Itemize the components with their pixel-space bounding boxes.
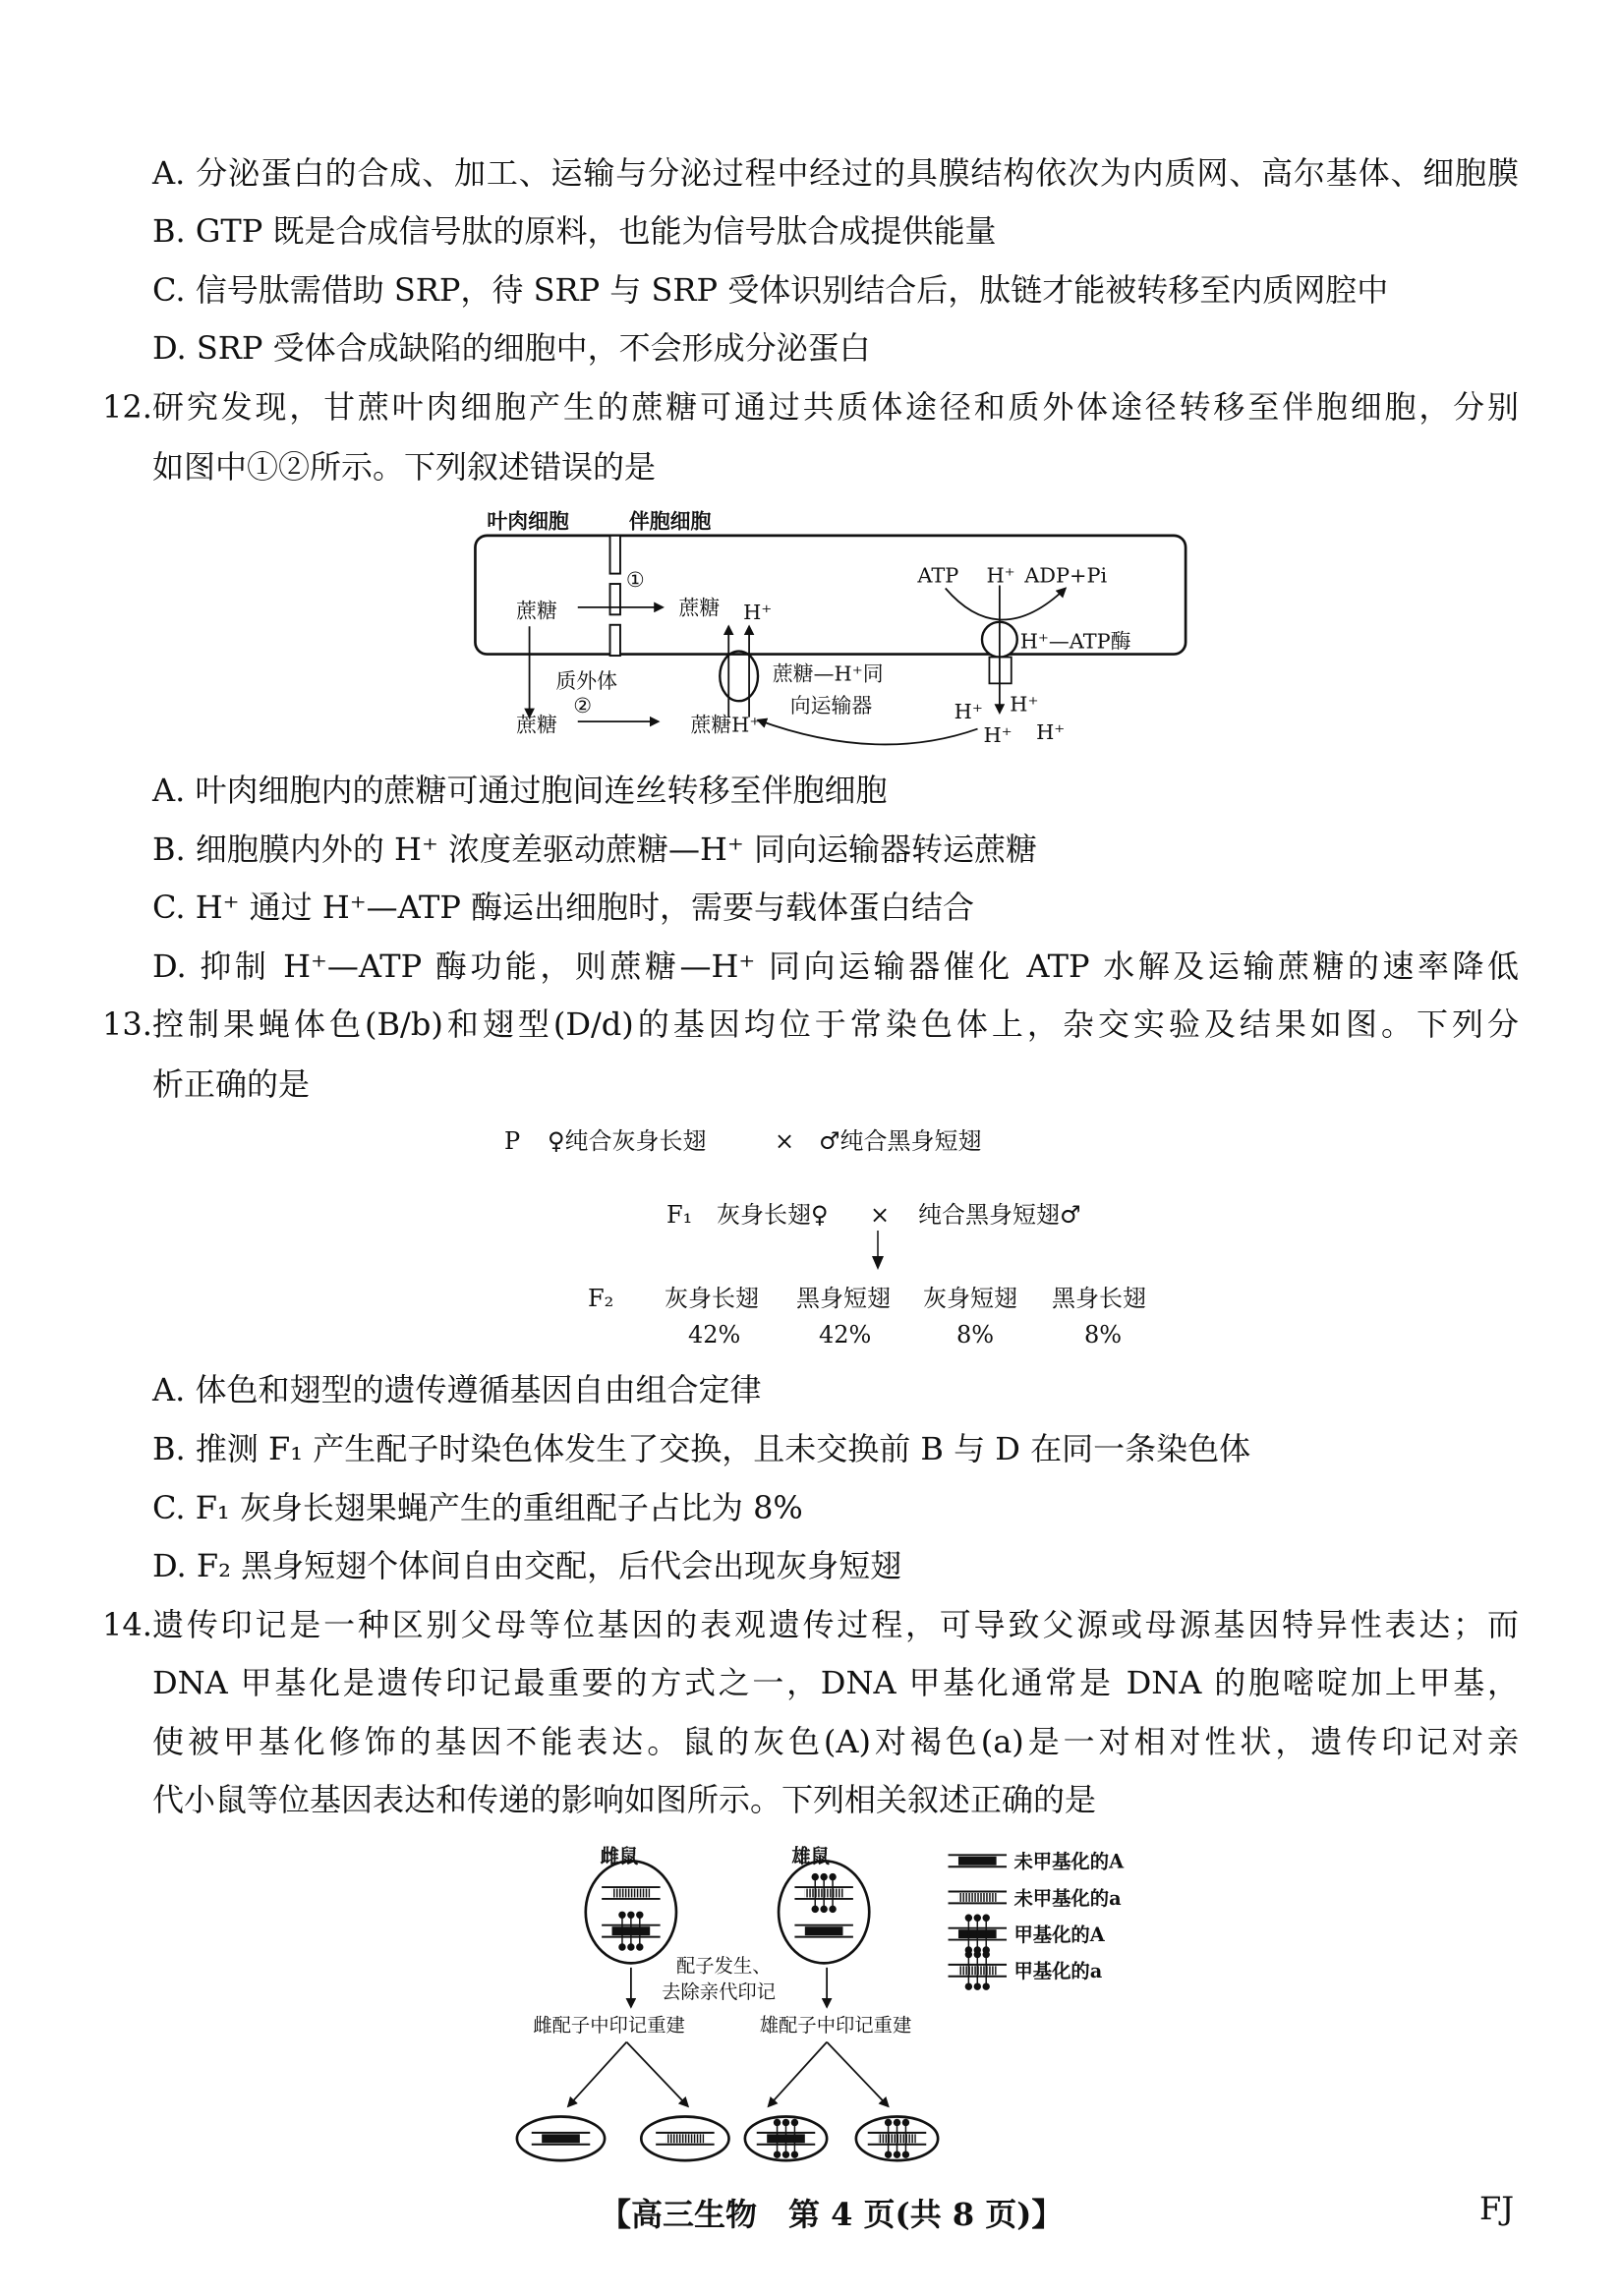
label-apoplast: 质外体	[555, 668, 617, 693]
symporter	[720, 652, 758, 702]
label-female-mouse: 雌鼠	[600, 1844, 639, 1867]
q12-option-d: D. 抑制 H⁺—ATP 酶功能，则蔗糖—H⁺ 同向运输器催化 ATP 水解及运输蔗糖的速率降低	[152, 947, 1519, 985]
q14-number: 14.	[102, 1606, 152, 1643]
label-sucrose-apoplast: 蔗糖	[516, 713, 557, 737]
label-h-pump: H⁺	[986, 563, 1015, 588]
legend-unmethylated-a: 未甲基化的a	[1013, 1886, 1122, 1910]
f2-phenotype: 灰身长翅	[665, 1285, 759, 1312]
sucrose-transport-diagram	[468, 497, 1200, 754]
q13-stem-2: 析正确的是	[152, 1065, 311, 1103]
q13-stem-1: 控制果蝇体色(B/b)和翅型(D/d)的基因均位于常染色体上，杂交实验及结果如图。下列分	[152, 1005, 1519, 1043]
f2-label: F₂	[588, 1285, 614, 1312]
label-adp: ADP+Pi	[1024, 563, 1108, 588]
label-h-companion: H⁺	[743, 600, 773, 624]
label-male-gamete: 雄配子中印记重建	[759, 2014, 912, 2038]
label-male-mouse: 雄鼠	[791, 1844, 831, 1867]
f1-male: 纯合黑身短翅♂	[918, 1201, 1081, 1229]
f2-phenotype: 黑身短翅	[796, 1285, 891, 1312]
path-1-label: ①	[625, 568, 645, 593]
label-symporter-2: 向运输器	[789, 694, 873, 718]
label-h-out-2: H⁺	[954, 700, 983, 724]
q12-stem-2: 如图中①②所示。下列叙述错误的是	[152, 448, 657, 486]
f1-times: ×	[870, 1201, 891, 1229]
q11-option-b: B. GTP 既是合成信号肽的原料，也能为信号肽合成提供能量	[152, 212, 997, 250]
p-male: ♂纯合黑身短翅	[819, 1127, 982, 1155]
q11-option-c: C. 信号肽需借助 SRP，待 SRP 与 SRP 受体识别结合后，肽链才能被转移至内质网腔中	[152, 271, 1389, 309]
plasmodesmata	[610, 536, 620, 656]
f1-label: F₁	[666, 1201, 693, 1229]
legend-methylated-A: 甲基化的A	[1013, 1923, 1105, 1947]
q12-option-a: A. 叶肉细胞内的蔗糖可通过胞间连丝转移至伴胞细胞	[152, 772, 888, 809]
q13-option-a: A. 体色和翅型的遗传遵循基因自由组合定律	[152, 1371, 762, 1408]
f2-phenotype: 黑身长翅	[1052, 1285, 1146, 1312]
path-2-label: ②	[573, 694, 592, 718]
page-footer: 【高三生物 第 4 页(共 8 页)】	[600, 2196, 1064, 2233]
f2-ratio: 8%	[1084, 1321, 1123, 1349]
footer-code: FJ	[1479, 2190, 1515, 2227]
q14-stem-1: 遗传印记是一种区别父母等位基因的表观遗传过程，可导致父源或母源基因特异性表达；而	[152, 1606, 1519, 1643]
q11-option-d: D. SRP 受体合成缺陷的细胞中，不会形成分泌蛋白	[152, 329, 871, 367]
label-female-gamete: 雌配子中印记重建	[533, 2014, 685, 2038]
q13-option-b: B. 推测 F₁ 产生配子时染色体发生了交换，且未交换前 B 与 D 在同一条染色体	[152, 1430, 1251, 1467]
f2-ratio: 8%	[956, 1321, 995, 1349]
q12-option-c: C. H⁺ 通过 H⁺—ATP 酶运出细胞时，需要与载体蛋白结合	[152, 889, 975, 926]
f2-ratio: 42%	[819, 1321, 872, 1349]
legend	[949, 1851, 1126, 1989]
q12-option-b: B. 细胞膜内外的 H⁺ 浓度差驱动蔗糖—H⁺ 同向运输器转运蔗糖	[152, 831, 1037, 868]
label-atp: ATP	[917, 563, 959, 588]
f2-phenotype: 灰身短翅	[923, 1285, 1017, 1312]
q13-option-d: D. F₂ 黑身短翅个体间自由交配，后代会出现灰身短翅	[152, 1547, 902, 1584]
label-sucrose-mesophyll: 蔗糖	[516, 599, 557, 623]
label-sucrose-companion: 蔗糖	[678, 596, 721, 620]
label-pump: H⁺—ATP酶	[1019, 629, 1131, 654]
q14-stem-2: DNA 甲基化是遗传印记最重要的方式之一，DNA 甲基化通常是 DNA 的胞嘧啶加上甲基，	[152, 1664, 1519, 1701]
q12-stem-1: 研究发现，甘蔗叶肉细胞产生的蔗糖可通过共质体途径和质外体途径转移至伴胞细胞，分别	[152, 388, 1519, 426]
label-h-out-3: H⁺	[983, 722, 1012, 747]
q14-stem-4: 代小鼠等位基因表达和传递的影响如图所示。下列相关叙述正确的是	[152, 1781, 1097, 1818]
imprinting-diagram	[512, 1836, 1171, 2172]
legend-methylated-a: 甲基化的a	[1013, 1960, 1103, 1983]
q13-option-c: C. F₁ 灰身长翅果蝇产生的重组配子占比为 8%	[152, 1489, 803, 1526]
f2-ratio: 42%	[688, 1321, 741, 1349]
down-arrow-icon	[870, 1231, 886, 1270]
p-times: ×	[775, 1127, 795, 1155]
q14-stem-3: 使被甲基化修饰的基因不能表达。鼠的灰色(A)对褐色(a)是一对相对性状，遗传印记对亲	[152, 1723, 1519, 1760]
label-h-out-4: H⁺	[1036, 719, 1066, 744]
label-companion: 伴胞细胞	[628, 508, 712, 534]
label-symporter-1: 蔗糖—H⁺同	[772, 661, 884, 686]
label-mesophyll: 叶肉细胞	[487, 508, 569, 534]
legend-unmethylated-A: 未甲基化的A	[1013, 1850, 1125, 1873]
q11-option-a: A. 分泌蛋白的合成、加工、运输与分泌过程中经过的具膜结构依次为内质网、高尔基体、细胞膜	[152, 154, 1519, 192]
label-gametogenesis: 配子发生、	[675, 1954, 772, 1978]
q13-number: 13.	[102, 1005, 152, 1043]
label-erase-imprint: 去除亲代印记	[662, 1980, 777, 2004]
label-sucrose-h: 蔗糖H⁺	[690, 713, 761, 737]
p-female: ♀纯合灰身长翅	[548, 1127, 707, 1155]
p-label: P	[504, 1127, 521, 1155]
q12-number: 12.	[102, 388, 152, 426]
f1-female: 灰身长翅♀	[717, 1201, 829, 1229]
label-h-out-1: H⁺	[1010, 692, 1039, 717]
